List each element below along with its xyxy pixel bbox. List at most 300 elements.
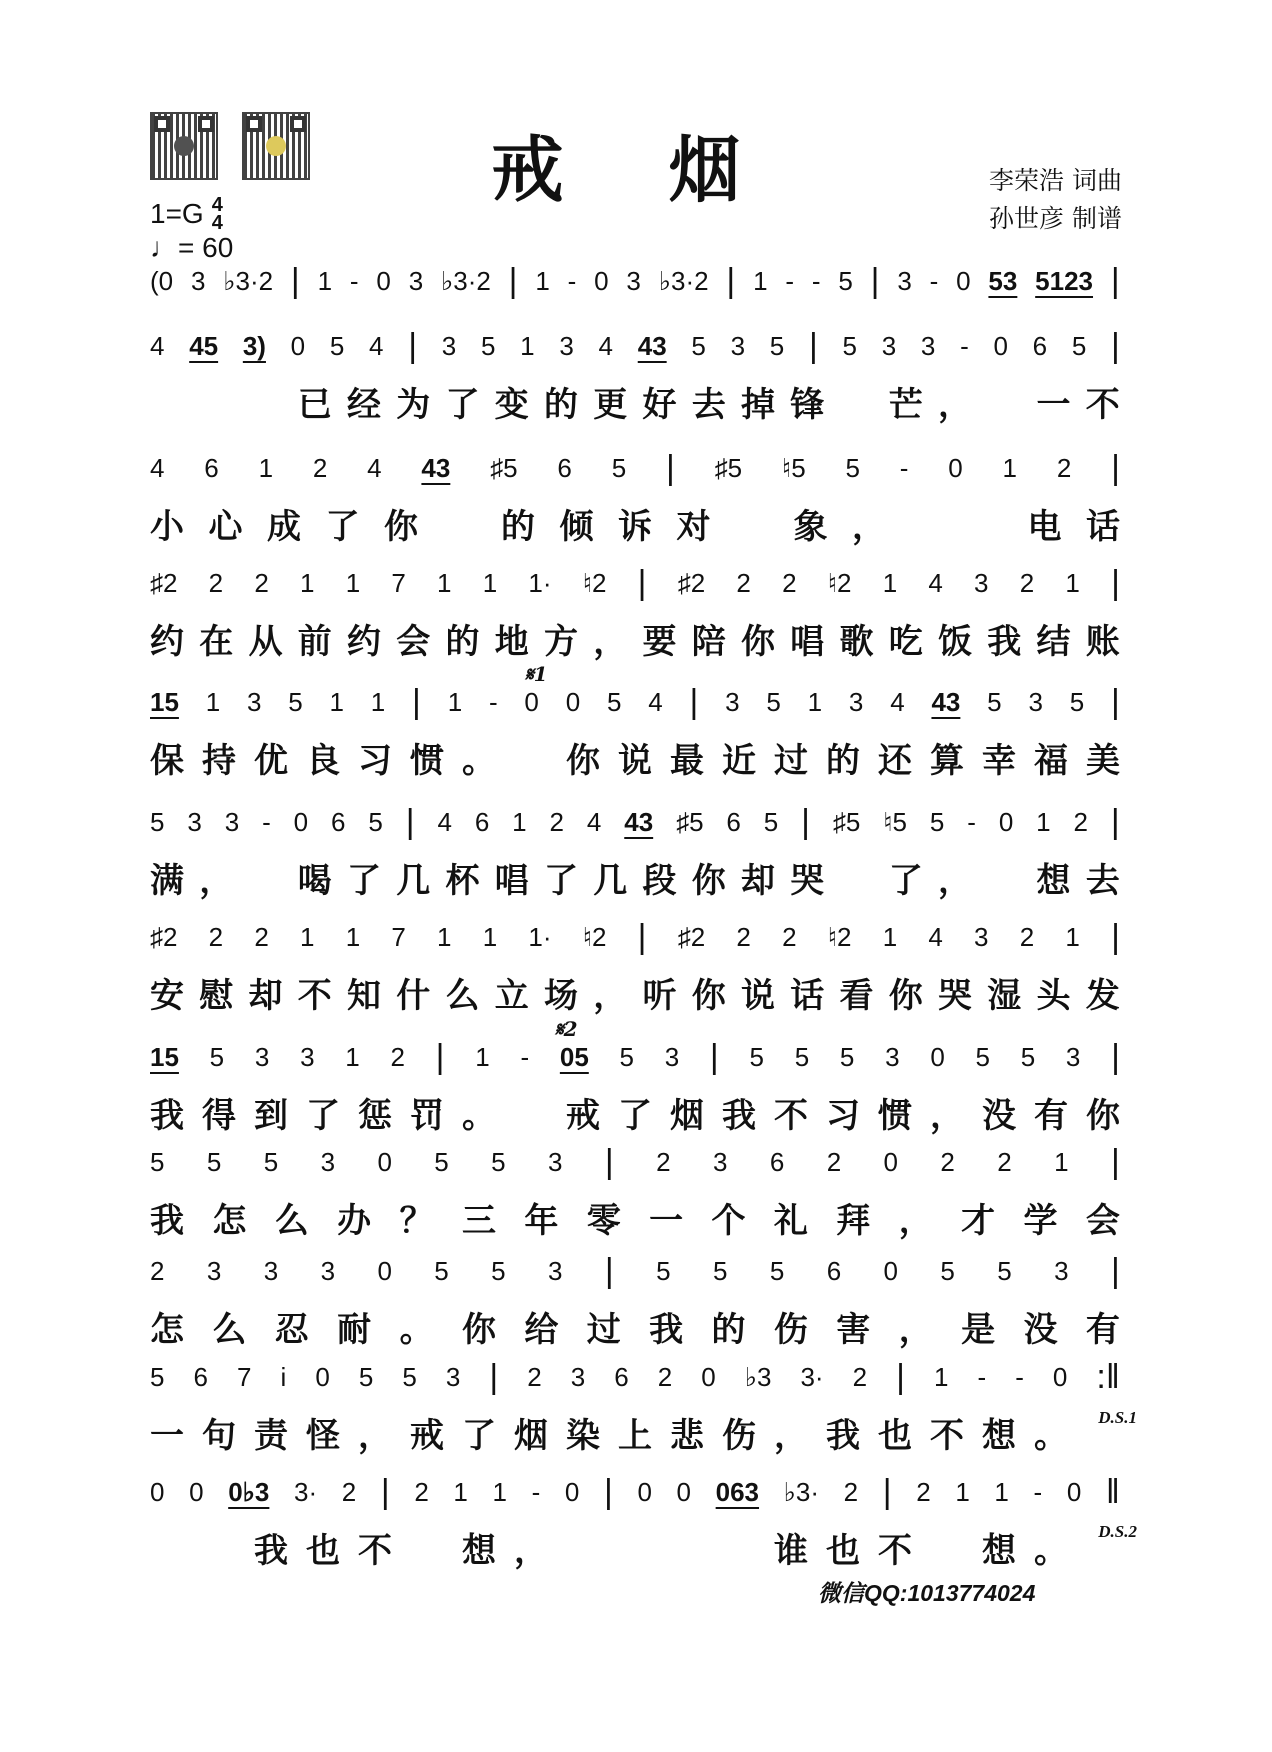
lyric-char: 为: [396, 385, 431, 425]
note: 2: [852, 1361, 868, 1392]
lyric-char: 么: [212, 1310, 247, 1350]
note: 3: [224, 806, 240, 837]
lyric-char: 给: [524, 1310, 559, 1350]
lyric-char: 才: [961, 1201, 996, 1241]
note: 4: [150, 452, 165, 483]
note: 5: [929, 806, 945, 837]
note: 0: [930, 1041, 945, 1072]
lyric-char: 不: [297, 976, 332, 1016]
note: 6: [769, 1146, 785, 1177]
lyric-char: 了: [462, 1416, 496, 1456]
barline: |: [896, 1357, 905, 1396]
lyric-char: 零: [586, 1201, 621, 1241]
note: 3: [712, 1146, 728, 1177]
note: 2: [736, 567, 751, 598]
note: 5: [763, 806, 779, 837]
lyric-char: [969, 499, 1003, 543]
note: 5: [997, 1255, 1012, 1286]
note: 1: [882, 567, 898, 598]
lyric-char: 戒: [566, 1096, 600, 1136]
lyrics-music-credit: 李荣浩 词曲: [989, 166, 1122, 195]
lyric-char: 责: [254, 1416, 288, 1456]
note: 5: [987, 686, 1002, 717]
lyric-char: 你: [384, 507, 418, 547]
note: 3): [242, 330, 266, 361]
lyric-char: 也: [306, 1531, 340, 1571]
lyric-char: 悲: [670, 1416, 704, 1456]
note: -: [520, 1041, 530, 1072]
note: 4: [150, 330, 165, 361]
lyric-char: 成: [267, 507, 301, 547]
lyric-char: 更: [593, 385, 628, 425]
note: 5: [150, 806, 165, 837]
note: 1: [370, 686, 386, 717]
note: 5: [842, 330, 857, 361]
note: 2: [940, 1146, 955, 1177]
lyrics-line: [150, 377, 1120, 425]
note: 1: [482, 921, 498, 952]
lyric-char: 饭: [938, 622, 972, 662]
note: 2: [208, 921, 224, 952]
note: ♮2: [827, 921, 852, 952]
note: 5: [769, 1255, 785, 1286]
note: 2: [997, 1146, 1012, 1177]
lyric-char: ，: [898, 1310, 933, 1350]
lyric-char: [443, 499, 477, 543]
note: 2: [1056, 452, 1072, 483]
note: 5: [749, 1041, 764, 1072]
lyric-char: 年: [524, 1201, 559, 1241]
lyric-char: 我: [254, 1531, 288, 1571]
lyric-char: 在: [199, 622, 234, 662]
note: 3: [881, 330, 897, 361]
barline: :‖: [1096, 1357, 1120, 1396]
lyric-char: [722, 1523, 756, 1567]
lyric-char: 歌: [839, 622, 874, 662]
note: ♯2: [677, 921, 706, 952]
note: 5: [434, 1146, 449, 1177]
note: 53: [988, 265, 1018, 296]
lyrics-line: [150, 1523, 1120, 1571]
lyric-char: ，: [593, 976, 628, 1016]
barline: |: [380, 1472, 390, 1511]
note: 3: [848, 686, 864, 717]
note: 3: [246, 686, 262, 717]
note: 0: [377, 1255, 392, 1286]
note: 5: [766, 686, 781, 717]
note: 4: [437, 806, 452, 837]
lyric-char: 也: [878, 1416, 912, 1456]
segno-1: 𝄋1: [525, 662, 548, 686]
note: 1: [1065, 567, 1080, 598]
note: ♭3·2: [658, 265, 709, 296]
notation-credit: 孙世彦 制谱: [989, 204, 1122, 233]
note: 0: [293, 806, 309, 837]
lyric-char: 从: [248, 622, 283, 662]
lyric-char: 发: [1085, 976, 1120, 1016]
note: 3: [408, 265, 424, 296]
note: -: [349, 265, 359, 296]
lyric-char: [249, 853, 283, 897]
lyric-char: 染: [566, 1416, 600, 1456]
barline: |: [1110, 261, 1120, 300]
lyric-char: 了: [306, 1096, 340, 1136]
note: ♯2: [677, 567, 706, 598]
lyrics-line: [150, 733, 1120, 781]
note: 6: [1032, 330, 1048, 361]
lyric-char: 账: [1085, 622, 1120, 662]
lyric-char: 。: [1034, 1416, 1068, 1456]
lyric-char: 杯: [445, 861, 480, 901]
lyric-char: [150, 377, 184, 421]
note: 3: [441, 330, 457, 361]
lyric-char: 看: [839, 976, 874, 1016]
lyric-char: 害: [836, 1310, 871, 1350]
note: -: [531, 1476, 541, 1507]
barline: |: [801, 802, 810, 841]
contact-footer: 微信QQ:1013774024: [818, 1580, 1036, 1606]
lyric-char: 满: [150, 861, 184, 901]
note: 0♭3: [228, 1476, 270, 1507]
lyric-char: 持: [202, 741, 236, 781]
lyric-char: 哭: [938, 976, 972, 1016]
note: 4: [928, 567, 943, 598]
note: 4: [648, 686, 663, 717]
barline: ‖: [1105, 1472, 1120, 1511]
note: ♯2: [150, 567, 178, 598]
note: 1: [345, 921, 361, 952]
note: 6: [557, 452, 572, 483]
lyric-char: 个: [711, 1201, 746, 1241]
note: ♭3·2: [440, 265, 491, 296]
lyric-char: 了: [888, 861, 923, 901]
note: 2: [1073, 806, 1088, 837]
note: -: [1015, 1361, 1024, 1392]
notation-row: [150, 802, 1120, 841]
note: 2: [208, 567, 224, 598]
note: 1: [345, 567, 361, 598]
lyric-char: 想: [982, 1531, 1016, 1571]
note: 0: [676, 1476, 692, 1507]
note: -: [1033, 1476, 1043, 1507]
note: 3: [920, 330, 936, 361]
lyric-char: 想: [462, 1531, 496, 1571]
note: 1: [482, 567, 498, 598]
lyric-char: 我: [722, 1096, 756, 1136]
lyric-char: 不: [878, 1531, 912, 1571]
lyric-char: [911, 499, 945, 543]
note: 1: [882, 921, 898, 952]
lyrics-line: [150, 1193, 1120, 1241]
note: 3: [254, 1041, 270, 1072]
note: 1: [1054, 1146, 1069, 1177]
notation-row: [150, 326, 1120, 365]
lyric-char: 我: [150, 1201, 184, 1241]
lyric-char: 保: [150, 741, 184, 781]
lyric-char: [202, 1523, 236, 1567]
ds-2: D.S.2: [1098, 1522, 1137, 1541]
lyric-char: 约: [347, 622, 381, 662]
lyrics-line: [150, 1302, 1120, 1350]
lyric-char: 惯: [878, 1096, 912, 1136]
note: 3: [664, 1041, 680, 1072]
lyrics-line: [150, 853, 1120, 901]
barline: |: [1111, 448, 1120, 487]
note: 5: [402, 1361, 417, 1392]
lyric-char: 什: [396, 976, 431, 1016]
note: 1·: [528, 921, 552, 952]
note: ♭3·2: [223, 265, 274, 296]
note: 5: [656, 1255, 671, 1286]
lyrics-line: [150, 1088, 1120, 1136]
lyric-char: [249, 377, 283, 421]
lyric-char: 到: [254, 1096, 288, 1136]
note: 43: [421, 452, 451, 483]
lyric-char: 已: [297, 385, 332, 425]
note: 5: [434, 1255, 449, 1286]
lyric-char: 哭: [790, 861, 825, 901]
lyric-char: [566, 1523, 600, 1567]
note: 6: [726, 806, 741, 837]
lyric-char: 耐: [337, 1310, 372, 1350]
note: 4: [890, 686, 905, 717]
lyric-char: 约: [150, 622, 184, 662]
note: 0: [1052, 1361, 1068, 1392]
note: 2: [1019, 921, 1035, 952]
barline: |: [1110, 1142, 1120, 1181]
key-signature: [150, 196, 223, 232]
note: 1: [933, 1361, 949, 1392]
lyric-char: 说: [618, 741, 652, 781]
note: -: [929, 265, 939, 296]
barline: |: [1111, 1037, 1120, 1076]
note: 2: [341, 1476, 357, 1507]
notation-row: [150, 917, 1120, 956]
note: 5: [491, 1255, 506, 1286]
barline: |: [808, 326, 818, 365]
note: 5: [619, 1041, 634, 1072]
note: 1: [492, 1476, 507, 1507]
lyric-char: 得: [202, 1096, 236, 1136]
lyric-char: 唱: [790, 622, 825, 662]
note: 2: [390, 1041, 405, 1072]
barline: |: [689, 682, 699, 721]
song-title: 戒 烟: [491, 127, 781, 212]
lyric-char: 一: [150, 1416, 184, 1456]
note: 1·: [528, 567, 552, 598]
lyric-char: 却: [741, 861, 775, 901]
barline: |: [1111, 917, 1120, 956]
lyric-char: 方: [544, 622, 578, 662]
lyric-char: 想: [1036, 861, 1071, 901]
note: 1: [345, 1041, 360, 1072]
lyric-char: 会: [1085, 1201, 1120, 1241]
barline: |: [637, 563, 647, 602]
lyric-char: 的: [501, 507, 535, 547]
lyric-char: 不: [1085, 385, 1120, 425]
credits: [989, 162, 1122, 238]
note: 2: [826, 1146, 842, 1177]
lyric-char: 喝: [297, 861, 332, 901]
note: ♯5: [490, 452, 518, 483]
notation-row: [150, 448, 1120, 487]
note: 063: [715, 1476, 760, 1507]
notation-row: [150, 682, 1120, 721]
note: 1: [807, 686, 823, 717]
note: 3: [206, 1255, 222, 1286]
lyric-char: 办: [337, 1201, 372, 1241]
lyric-char: 你: [461, 1310, 496, 1350]
lyric-char: 也: [826, 1531, 860, 1571]
lyric-char: 。: [399, 1310, 434, 1350]
lyric-char: 知: [347, 976, 381, 1016]
note: 1: [453, 1476, 468, 1507]
note: 1: [300, 921, 315, 952]
note: 3: [548, 1146, 563, 1177]
note: 5: [769, 330, 785, 361]
note: 2: [150, 1255, 165, 1286]
lyric-char: ，: [938, 861, 972, 901]
lyrics-line: [150, 968, 1120, 1016]
note: 0: [189, 1476, 204, 1507]
note: 1: [520, 330, 535, 361]
barline: |: [1111, 326, 1120, 365]
lyric-char: [840, 853, 874, 897]
lyric-char: 习: [826, 1096, 860, 1136]
lyric-char: 你: [1086, 1096, 1120, 1136]
note: 6: [193, 1361, 208, 1392]
note: 15: [150, 686, 179, 717]
lyric-char: 话: [790, 976, 825, 1016]
note: 0: [883, 1146, 899, 1177]
note: ♮5: [781, 452, 806, 483]
note: 2: [1019, 567, 1035, 598]
note: 6: [474, 806, 490, 837]
barline: |: [1110, 1251, 1120, 1290]
lyric-char: 要: [642, 622, 677, 662]
notation-row: [150, 261, 1120, 300]
note: 3: [300, 1041, 315, 1072]
note: 3: [548, 1255, 563, 1286]
lyric-char: 是: [961, 1310, 996, 1350]
lyric-char: 怪: [306, 1416, 340, 1456]
lyric-char: 么: [445, 976, 480, 1016]
note: 7: [391, 921, 406, 952]
note: 0: [998, 806, 1014, 837]
lyric-char: 心: [208, 507, 243, 547]
lyric-char: 忍: [274, 1310, 309, 1350]
lyric-char: 诉: [618, 507, 652, 547]
lyric-char: 惯: [410, 741, 444, 781]
lyric-char: 我: [826, 1416, 860, 1456]
lyric-char: 三: [461, 1201, 496, 1241]
lyric-char: 不: [930, 1416, 964, 1456]
lyric-char: [735, 499, 769, 543]
lyric-char: 戒: [410, 1416, 444, 1456]
note: i: [280, 1361, 287, 1392]
note: 1: [329, 686, 344, 717]
note: 5: [1071, 330, 1087, 361]
lyric-char: ，: [938, 385, 972, 425]
lyric-char: 了: [445, 385, 480, 425]
note: -: [899, 452, 909, 483]
note: 0: [150, 1476, 165, 1507]
note: 3: [1065, 1041, 1081, 1072]
note: 1: [994, 1476, 1009, 1507]
lyric-char: 唱: [494, 861, 529, 901]
lyric-char: 过: [586, 1310, 621, 1350]
barline: |: [604, 1251, 614, 1290]
lyric-char: 电: [1027, 507, 1062, 547]
time-signature: [212, 196, 223, 232]
note: 2: [843, 1476, 859, 1507]
lyric-char: 谁: [774, 1531, 808, 1571]
note: 0: [948, 452, 963, 483]
note: 5: [329, 330, 345, 361]
barline: |: [489, 1357, 499, 1396]
note: 3: [445, 1361, 461, 1392]
note: ♯2: [150, 921, 178, 952]
note: 5: [940, 1255, 955, 1286]
note: 5: [839, 1041, 855, 1072]
lyric-char: 场: [544, 976, 578, 1016]
barline: |: [637, 917, 647, 956]
lyric-char: 段: [642, 861, 677, 901]
note: ♭3·: [783, 1476, 820, 1507]
note: 6: [614, 1361, 629, 1392]
notation-row: [150, 1037, 1120, 1076]
note: 5: [1020, 1041, 1036, 1072]
lyric-char: 没: [982, 1096, 1016, 1136]
lyric-char: [618, 1523, 652, 1567]
note: 7: [237, 1361, 252, 1392]
lyric-char: 的: [445, 622, 480, 662]
lyric-char: 良: [306, 741, 340, 781]
lyric-char: 象: [793, 507, 828, 547]
note: 3: [320, 1146, 336, 1177]
note: 0: [956, 265, 971, 296]
lyric-char: 芒: [888, 385, 923, 425]
note: 2: [254, 921, 269, 952]
note: 0: [594, 265, 609, 296]
lyrics-line: [150, 499, 1120, 547]
lyric-char: 罚: [410, 1096, 444, 1136]
notation-row: [150, 1142, 1120, 1181]
lyric-char: 听: [642, 976, 677, 1016]
lyric-char: 福: [1034, 741, 1068, 781]
lyric-char: 前: [297, 622, 332, 662]
lyric-char: ？: [399, 1201, 434, 1241]
note: 05: [559, 1041, 589, 1072]
note: 45: [189, 330, 219, 361]
note: 3: [897, 265, 912, 296]
note: 5: [1069, 686, 1085, 717]
notation-row: [150, 1472, 1120, 1511]
note: 1: [475, 1041, 490, 1072]
note: 5: [712, 1255, 728, 1286]
note: 1: [447, 686, 463, 717]
note: 5: [263, 1146, 279, 1177]
ds-1: D.S.1: [1098, 1408, 1137, 1427]
barline: |: [1110, 802, 1120, 841]
lyric-char: 烟: [514, 1416, 548, 1456]
barline: |: [882, 1472, 892, 1511]
note: 5: [358, 1361, 374, 1392]
lyric-char: 立: [494, 976, 529, 1016]
note: 5: [611, 452, 627, 483]
lyric-char: [987, 377, 1021, 421]
tempo: ♩= 60: [150, 232, 234, 263]
